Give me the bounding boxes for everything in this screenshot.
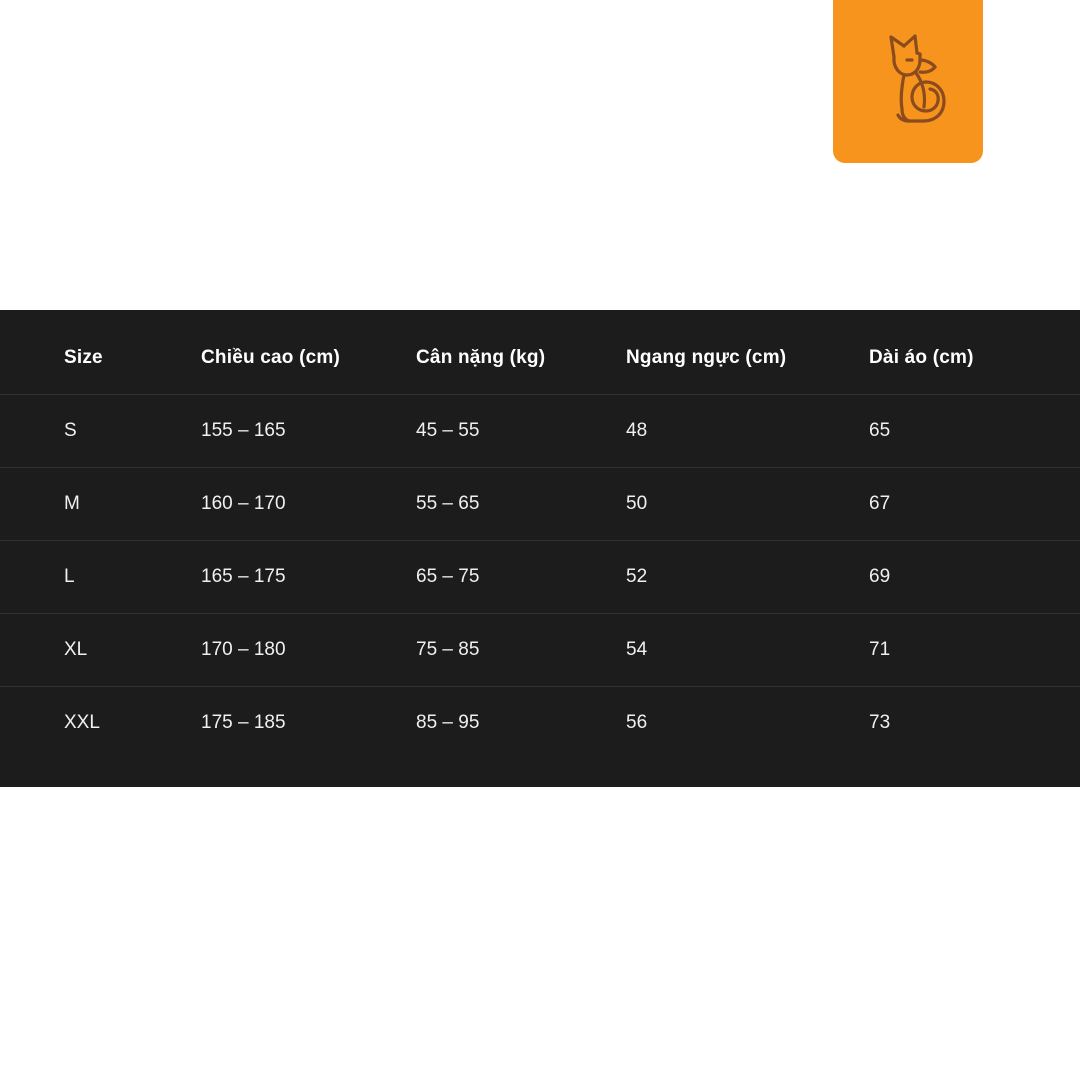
cell-size: M — [0, 468, 197, 541]
cell-length: 71 — [865, 614, 1080, 687]
cell-chest: 56 — [622, 687, 865, 760]
table-row — [0, 687, 1080, 760]
cell-weight: 45 – 55 — [412, 395, 622, 468]
cell-size: L — [0, 541, 197, 614]
cell-length: 67 — [865, 468, 1080, 541]
column-header-weight: Cân nặng (kg) — [416, 347, 546, 368]
cell-length: 65 — [865, 395, 1080, 468]
cell-height: 160 – 170 — [197, 468, 412, 541]
cell-size: XXL — [0, 687, 197, 760]
cell-chest: 54 — [622, 614, 865, 687]
cell-chest: 48 — [622, 395, 865, 468]
table-header-row — [0, 310, 1080, 395]
cell-weight: 85 – 95 — [412, 687, 622, 760]
size-chart — [0, 310, 1080, 787]
cell-length: 73 — [865, 687, 1080, 760]
fox-logo-icon — [860, 27, 956, 137]
cell-length: 69 — [865, 541, 1080, 614]
cell-chest: 52 — [622, 541, 865, 614]
cell-weight: 75 – 85 — [412, 614, 622, 687]
cell-height: 165 – 175 — [197, 541, 412, 614]
cell-weight: 55 – 65 — [412, 468, 622, 541]
cell-chest: 50 — [622, 468, 865, 541]
column-header-chest: Ngang ngực (cm) — [626, 347, 787, 368]
column-header-length: Dài áo (cm) — [869, 347, 974, 368]
column-header-height: Chiều cao (cm) — [201, 347, 340, 368]
table-row — [0, 468, 1080, 541]
column-header-size: Size — [64, 347, 103, 368]
cell-weight: 65 – 75 — [412, 541, 622, 614]
size-chart-table — [0, 310, 1080, 759]
cell-height: 175 – 185 — [197, 687, 412, 760]
brand-logo-badge — [833, 0, 983, 163]
cell-height: 155 – 165 — [197, 395, 412, 468]
table-row — [0, 541, 1080, 614]
table-row — [0, 395, 1080, 468]
table-row — [0, 614, 1080, 687]
cell-size: XL — [0, 614, 197, 687]
cell-height: 170 – 180 — [197, 614, 412, 687]
cell-size: S — [0, 395, 197, 468]
